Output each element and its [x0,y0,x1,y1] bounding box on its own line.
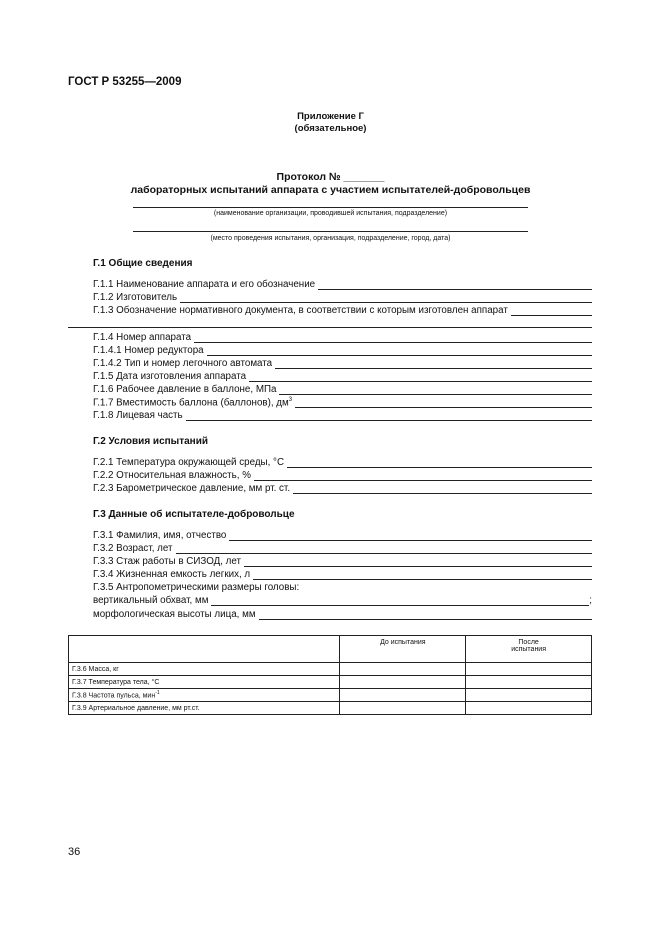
field-label: Г.1.4.1 Номер редуктора [93,345,204,356]
field-vertical-girth[interactable] [93,593,592,606]
field-label: Г.1.3 Обозначение нормативного документа, в соответствии с которым изготовлен аппарат [93,305,508,316]
section-volunteer-title: Г.3 Данные об испытателе-добровольце [93,509,295,520]
field-label: Г.1.5 Дата изготовления аппарата [93,371,247,382]
field-manufacture-date[interactable] [93,369,592,382]
row-label-blood-pressure: Г.3.9 Артериальное давление, мм рт.ст. [69,702,340,715]
unit-superscript: -1 [155,690,160,697]
location-line[interactable] [133,231,528,232]
cell-after[interactable] [466,689,592,702]
field-normative-doc[interactable] [93,303,592,316]
page-number: 36 [68,846,81,858]
fill-line[interactable] [211,596,589,606]
field-label: Г.3.2 Возраст, лет [93,543,173,554]
field-manufacturer[interactable] [93,290,592,303]
table-row [69,702,592,715]
cell-after[interactable] [466,702,592,715]
field-cylinder-capacity[interactable] [93,395,592,408]
fill-line[interactable] [207,346,592,356]
field-face-height[interactable] [93,607,592,620]
cell-before[interactable] [340,689,466,702]
fill-line[interactable] [293,484,592,494]
field-label: Г.1.4 Номер аппарата [93,332,192,343]
fill-line[interactable] [318,280,592,290]
fill-line[interactable] [287,458,592,468]
table-header-row [69,636,592,663]
section-general-title: Г.1 Общие сведения [93,258,193,269]
field-label: Г.1.4.2 Тип и номер легочного автомата [93,358,273,369]
field-lung-automat[interactable] [93,356,592,369]
fill-line[interactable] [254,471,592,481]
field-full-name[interactable] [93,528,592,541]
field-label: Г.1.1 Наименование аппарата и его обозначение [93,279,316,290]
field-tail: ; [589,595,592,606]
fill-line[interactable] [176,544,592,554]
normative-doc-continuation-line[interactable] [68,327,592,328]
field-experience[interactable] [93,554,592,567]
appendix-status: (обязательное) [294,123,367,134]
unit-superscript: 3 [288,396,293,403]
field-label: морфологическая высоты лица, мм [93,609,256,620]
fill-line[interactable] [279,385,592,395]
table-header-before: До испытания [340,636,466,663]
anthropometry-heading: Г.3.5 Антропометрическими размеры головы: [93,582,300,593]
field-relative-humidity[interactable] [93,468,592,481]
header-after-line2: испытания [511,646,547,653]
field-label: Г.3.1 Фамилия, имя, отчество [93,530,227,541]
protocol-title: Протокол № _______ [276,171,385,183]
fill-line[interactable] [295,398,592,408]
field-label: Г.2.2 Относительная влажность, % [93,470,251,481]
field-label: Г.1.6 Рабочее давление в баллоне, МПа [93,384,277,395]
field-label: Г.1.2 Изготовитель [93,292,178,303]
fill-line[interactable] [180,293,592,303]
field-apparatus-number[interactable] [93,330,592,343]
fill-line[interactable] [259,610,592,620]
fill-line[interactable] [194,333,592,343]
field-label: Г.2.1 Температура окружающей среды, °С [93,457,285,468]
standard-header: ГОСТ Р 53255—2009 [68,76,182,88]
fill-line[interactable] [229,531,592,541]
row-label-temperature: Г.3.7 Температура тела, °С [69,676,340,689]
field-working-pressure[interactable] [93,382,592,395]
cell-before[interactable] [340,702,466,715]
table-row [69,676,592,689]
appendix-title: Приложение Г [297,111,364,122]
field-ambient-temperature[interactable] [93,455,592,468]
table-header-blank [69,636,340,663]
field-age[interactable] [93,541,592,554]
cell-after[interactable] [466,663,592,676]
field-apparatus-name[interactable] [93,277,592,290]
table-header-after [466,636,592,663]
row-label-text: Г.3.8 Частота пульса, мин [72,692,156,700]
field-label: вертикальный обхват, мм [93,595,209,606]
fill-line[interactable] [186,411,592,421]
fill-line[interactable] [249,372,592,382]
field-label-text: Г.1.7 Вместимость баллона (баллонов), дм [93,397,289,408]
row-label-mass: Г.3.6 Масса, кг [69,663,340,676]
fill-line[interactable] [253,570,592,580]
field-reducer-number[interactable] [93,343,592,356]
location-caption: (место проведения испытания, организация, подразделение, город, дата) [210,235,451,242]
field-label [93,397,292,408]
section-conditions-title: Г.2 Условия испытаний [93,436,209,447]
field-label: Г.3.3 Стаж работы в СИЗОД, лет [93,556,242,567]
row-label-pulse [69,689,340,702]
field-label: Г.1.8 Лицевая часть [93,410,183,421]
cell-before[interactable] [340,663,466,676]
table-row [69,663,592,676]
organization-caption: (наименование организации, проводившей испытания, подразделение) [213,210,448,217]
measurements-table [68,635,592,715]
field-lung-capacity[interactable] [93,567,592,580]
fill-line[interactable] [511,306,592,316]
protocol-subtitle: лабораторных испытаний аппарата с участием испытателей-добровольцев [130,184,531,196]
fill-line[interactable] [244,557,592,567]
field-label: Г.2.3 Барометрическое давление, мм рт. ст. [93,483,291,494]
field-label: Г.3.4 Жизненная емкость легких, л [93,569,251,580]
field-face-part[interactable] [93,408,592,421]
organization-line[interactable] [133,207,528,208]
fill-line[interactable] [275,359,592,369]
field-barometric-pressure[interactable] [93,481,592,494]
cell-after[interactable] [466,676,592,689]
cell-before[interactable] [340,676,466,689]
table-row [69,689,592,702]
header-after-line1: После [518,639,539,646]
